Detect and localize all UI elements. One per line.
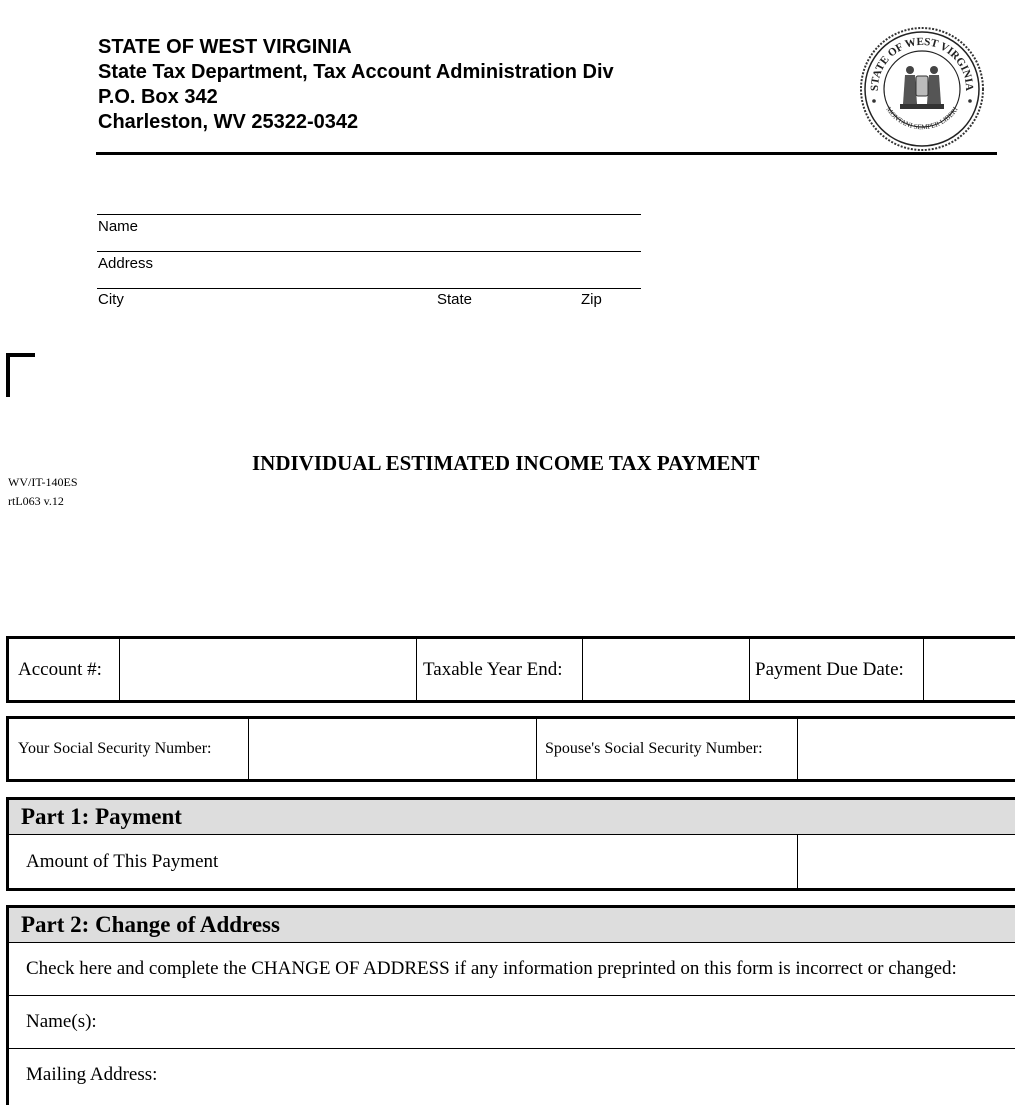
registration-mark-vertical: [6, 353, 10, 397]
names-row[interactable]: [9, 996, 1015, 1049]
svg-text:STATE OF WEST VIRGINIA: STATE OF WEST VIRGINIA: [868, 35, 976, 92]
mailing-address-row[interactable]: [9, 1049, 1015, 1101]
ssn-info-box: [6, 716, 1015, 782]
agency-department: State Tax Department, Tax Account Administration Div: [98, 61, 614, 83]
header-divider: [96, 152, 997, 155]
part1-heading: Part 1: Payment: [9, 800, 1015, 835]
divider: [536, 719, 537, 779]
amount-field[interactable]: [798, 835, 1015, 889]
names-label: Name(s):: [26, 1011, 97, 1032]
divider: [749, 639, 750, 700]
city-line: [97, 288, 641, 289]
part1-payment-section: [6, 797, 1015, 891]
svg-text:MONTANI SEMPER LIBERI: MONTANI SEMPER LIBERI: [884, 105, 960, 132]
spouse-ssn-label: Spouse's Social Security Number:: [545, 740, 763, 757]
amount-row: [9, 835, 1015, 889]
agency-po-box: P.O. Box 342: [98, 86, 218, 108]
part2-heading: Part 2: Change of Address: [9, 908, 1015, 943]
address-label: Address: [98, 255, 154, 272]
name-label: Name: [98, 218, 139, 235]
spouse-ssn-field[interactable]: [798, 719, 1015, 779]
form-version: rtL063 v.12: [8, 494, 64, 508]
taxable-year-end-field[interactable]: [583, 639, 749, 700]
form-code: WV/IT-140ES: [8, 475, 78, 489]
change-of-address-checkbox-row[interactable]: [9, 943, 1015, 996]
account-number-label: Account #:: [18, 658, 102, 680]
state-label: State: [437, 291, 473, 308]
registration-mark: [6, 353, 35, 357]
change-of-address-instruction: Check here and complete the CHANGE OF ADDRESS if any information preprinted on this form is incorrect or changed:: [26, 958, 957, 979]
agency-address-block: [98, 35, 614, 135]
divider: [416, 639, 417, 700]
address-line: [97, 251, 641, 252]
account-number-field[interactable]: [120, 639, 424, 700]
part2-change-of-address-section: [6, 905, 1015, 1105]
form-identifier: [8, 473, 78, 511]
payment-due-date-field[interactable]: [924, 639, 1015, 700]
taxable-year-end-label: Taxable Year End:: [423, 658, 563, 680]
form-title: INDIVIDUAL ESTIMATED INCOME TAX PAYMENT: [252, 451, 760, 475]
city-label: City: [98, 291, 124, 308]
agency-state: STATE OF WEST VIRGINIA: [98, 36, 352, 58]
your-ssn-field[interactable]: [249, 719, 536, 779]
payment-due-date-label: Payment Due Date:: [755, 658, 904, 680]
account-info-box: [6, 636, 1015, 703]
your-ssn-label: Your Social Security Number:: [18, 740, 212, 757]
amount-label: Amount of This Payment: [26, 851, 219, 872]
mailing-address-label: Mailing Address:: [26, 1064, 158, 1085]
state-seal-icon: [858, 26, 986, 152]
agency-city-line: Charleston, WV 25322-0342: [98, 111, 359, 133]
name-line: [97, 214, 641, 215]
zip-label: Zip: [581, 291, 602, 308]
